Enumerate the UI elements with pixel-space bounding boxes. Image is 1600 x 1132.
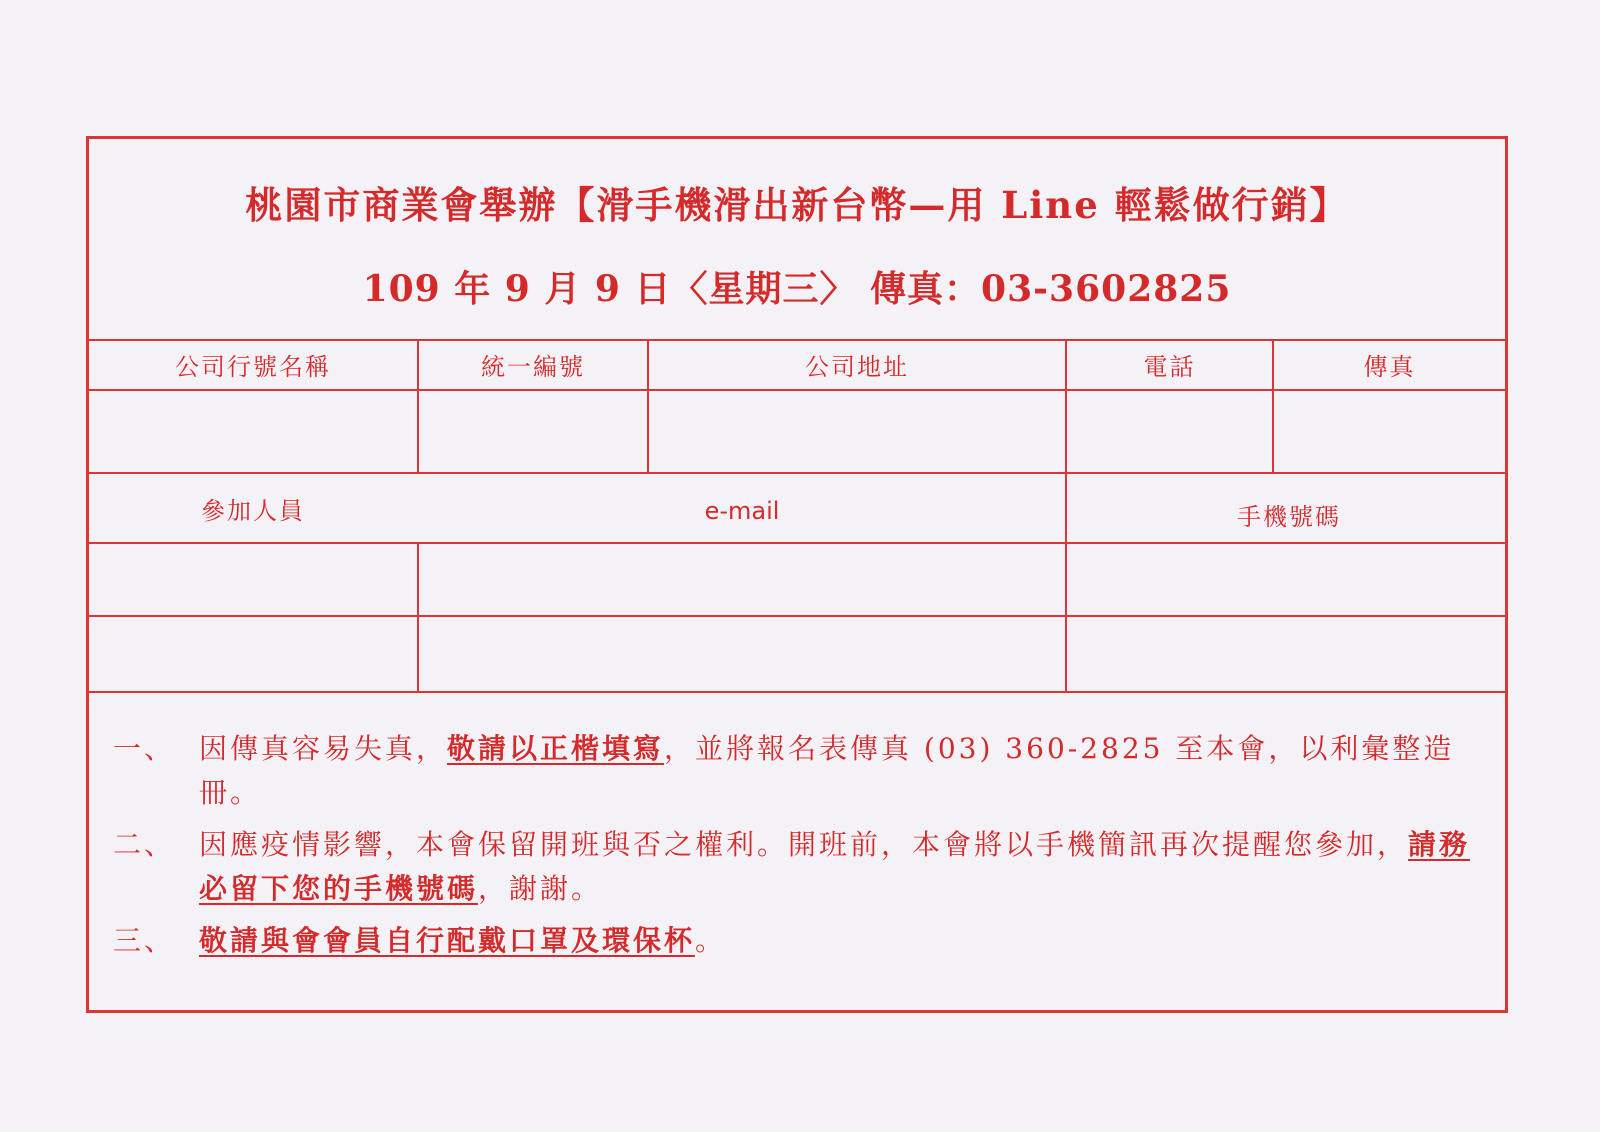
company-address-field[interactable]	[649, 391, 1065, 472]
note-text-emphasis: 敬請與會會員自行配戴口罩及環保杯	[199, 924, 696, 957]
table-row-divider	[89, 691, 1505, 693]
participant-mobile-field[interactable]	[1067, 544, 1505, 615]
note-text	[199, 919, 1483, 963]
fax-field[interactable]	[1274, 391, 1505, 472]
note-text-plain: 因傳真容易失真，	[199, 732, 448, 765]
note-number: 三、	[113, 924, 176, 957]
note-text-emphasis: 請務必留下您的手機號碼	[199, 828, 1471, 905]
registration-form	[86, 136, 1508, 1013]
header-tax-id: 統一編號	[481, 353, 585, 381]
note-text	[199, 823, 1483, 911]
company-name-field[interactable]	[89, 391, 417, 472]
note-number: 一、	[113, 732, 176, 765]
tax-id-field[interactable]	[419, 391, 647, 472]
form-title: 桃園市商業會舉辦【滑手機滑出新台幣—用 Line 輕鬆做行銷】	[245, 183, 1349, 227]
participant-name-field[interactable]	[89, 617, 417, 691]
header-email: e-mail	[704, 497, 780, 525]
participant-mobile-field[interactable]	[1067, 617, 1505, 691]
phone-field[interactable]	[1067, 391, 1272, 472]
note-text-plain: ，並將報名表傳真 (03) 360-2825 至本會，以利彙整造冊。	[199, 732, 1455, 809]
header-participant: 參加人員	[201, 497, 305, 525]
note-text-plain: 因應疫情影響，本會保留開班與否之權利。開班前，本會將以手機簡訊再次提醒您參加，	[199, 828, 1409, 861]
note-item	[113, 919, 1483, 963]
participant-name-field[interactable]	[89, 544, 417, 615]
participant-email-field[interactable]	[419, 617, 1065, 691]
note-number: 二、	[113, 828, 176, 861]
note-item	[113, 823, 1483, 911]
header-fax: 傳真	[1363, 353, 1416, 381]
participant-email-field[interactable]	[419, 544, 1065, 615]
header-company-address: 公司地址	[805, 353, 909, 381]
header-mobile: 手機號碼	[1237, 503, 1341, 531]
table-border-top	[89, 339, 1505, 341]
note-text-plain: 。	[695, 924, 727, 957]
date-fax-line: 109 年 9 月 9 日〈星期三〉 傳真：03-3602825	[362, 268, 1232, 310]
note-text-plain: ，謝謝。	[478, 872, 603, 905]
note-text	[199, 727, 1483, 815]
note-item	[113, 727, 1483, 815]
notes-section	[113, 727, 1483, 971]
table-row-divider	[89, 472, 1505, 474]
note-text-emphasis: 敬請以正楷填寫	[447, 732, 665, 765]
header-phone: 電話	[1143, 353, 1196, 381]
header-company-name: 公司行號名稱	[175, 353, 331, 381]
